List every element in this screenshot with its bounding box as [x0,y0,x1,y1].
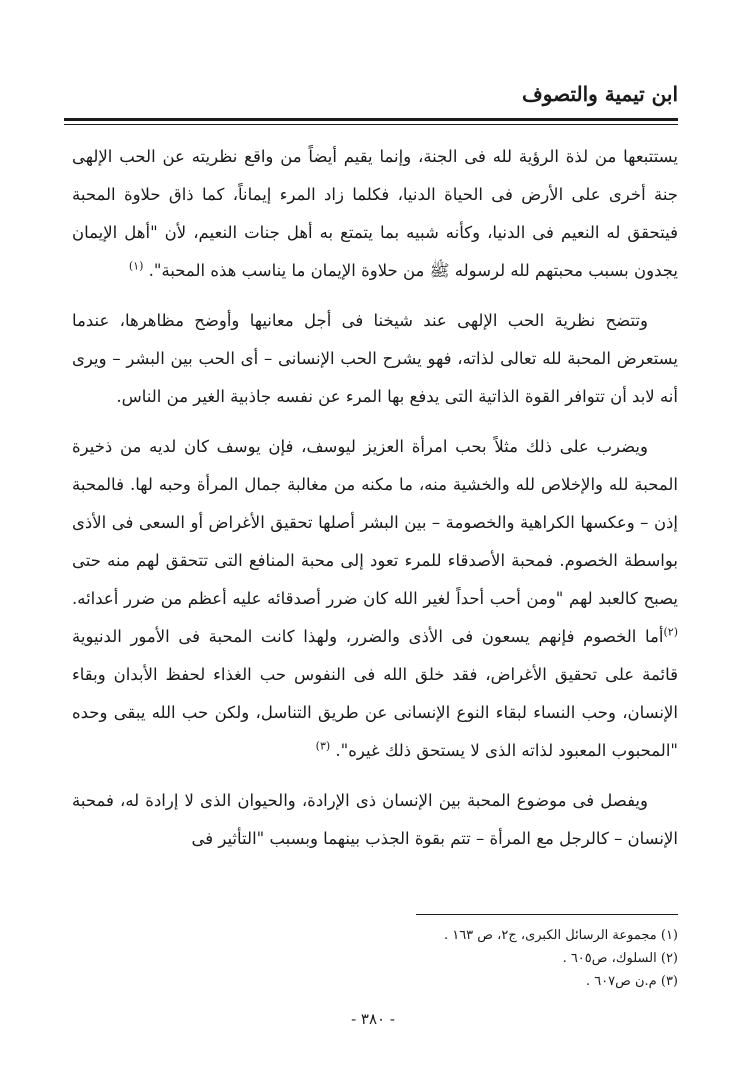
footnote: (١) مجموعة الرسائل الكبرى، ج٢، ص ١٦٣ . [443,928,678,943]
footnote-ref: (٣) [315,739,331,753]
footnote: (٣) م.ن ص٦٠٧ . [585,974,678,989]
footnote-ref: (١) [128,259,144,273]
footnote-ref: (٢) [663,625,678,639]
footnote-rule [416,914,678,915]
footnote: (٢) السلوك، ص٦٠٥ . [562,951,678,966]
body-text [72,138,678,870]
header-rule [64,118,678,121]
running-header: ابن تيمية والتصوف [522,82,678,106]
paragraph: وتتضح نظرية الحب الإلهى عند شيخنا فى أجل معانيها وأوضح مظاهرها، عندما يستعرض المحبة لله تعالى لذاته، فهو يشرح الحب الإنسانى – أى الحب بين البشر – ويرى أنه لابد أن تتوافر القوة الذاتية التى يدفع بها المرء عن نفسه جاذبية الغير من الناس. [72,311,678,406]
paragraph: ويضرب على ذلك مثلاً بحب امرأة العزيز ليوسف، فإن يوسف كان لديه من ذخيرة المحبة لله والإخلاص لله والخشية منه، ما مكنه من مغالبة جمال المرأة وحبه لها. فالمحبة إذن – وعكسها الكراهية والخصومة – بين البشر أصلها تحقيق الأغراض أو السعى فى الأذى بواسطة الخصوم. فمحبة الأصدقاء للمرء تعود إلى محبة المنافع التى تتحقق لهم منه حتى يصبح كالعبد لهم "ومن أحب أحداً لغير الله كان ضرر أصدقائه عليه أعظم من ضرر أعدائه. $^{(٢)}$أما الخصوم فإنهم يسعون فى الأذى والضرر، ولهذا كانت المحبة فى الأمور الدنيوية قائمة على تحقيق الأغراض، فقد خلق الله فى النفوس حب الغذاء لحفظ الأبدان وبقاء الإنسان، وحب النساء لبقاء النوع الإنسانى عن طريق التناسل، ولكن حب الله يبقى وحده "المحبوب المعبود لذاته الذى لا يستحق ذلك غيره". $^{(٣)}$ [72,437,678,760]
footnotes [278,924,678,993]
paragraph: ويفصل فى موضوع المحبة بين الإنسان ذى الإرادة، والحيوان الذى لا إرادة له، فمحبة الإنسان – كالرجل مع المرأة – تتم بقوة الجذب بينهما وبسبب "التأثير فى [72,791,678,848]
page-number: - ٣٨٠ - [351,1010,395,1028]
paragraph: يستتبعها من لذة الرؤية لله فى الجنة، وإنما يقيم أيضاً من واقع نظريته عن الحب الإلهى جنة أخرى على الأرض فى الحياة الدنيا، فكلما زاد المرء إيماناً، كما ذاق حلاوة المحبة فيتحقق له النعيم فى الدنيا، وكأنه شبيه بما يتمتع به أهل جنات النعيم، لأن "أهل الإيمان يجدون بسبب محبتهم لله لرسوله ﷺ من حلاوة الإيمان ما يناسب هذه المحبة". $^{(١)}$ [72,147,678,280]
